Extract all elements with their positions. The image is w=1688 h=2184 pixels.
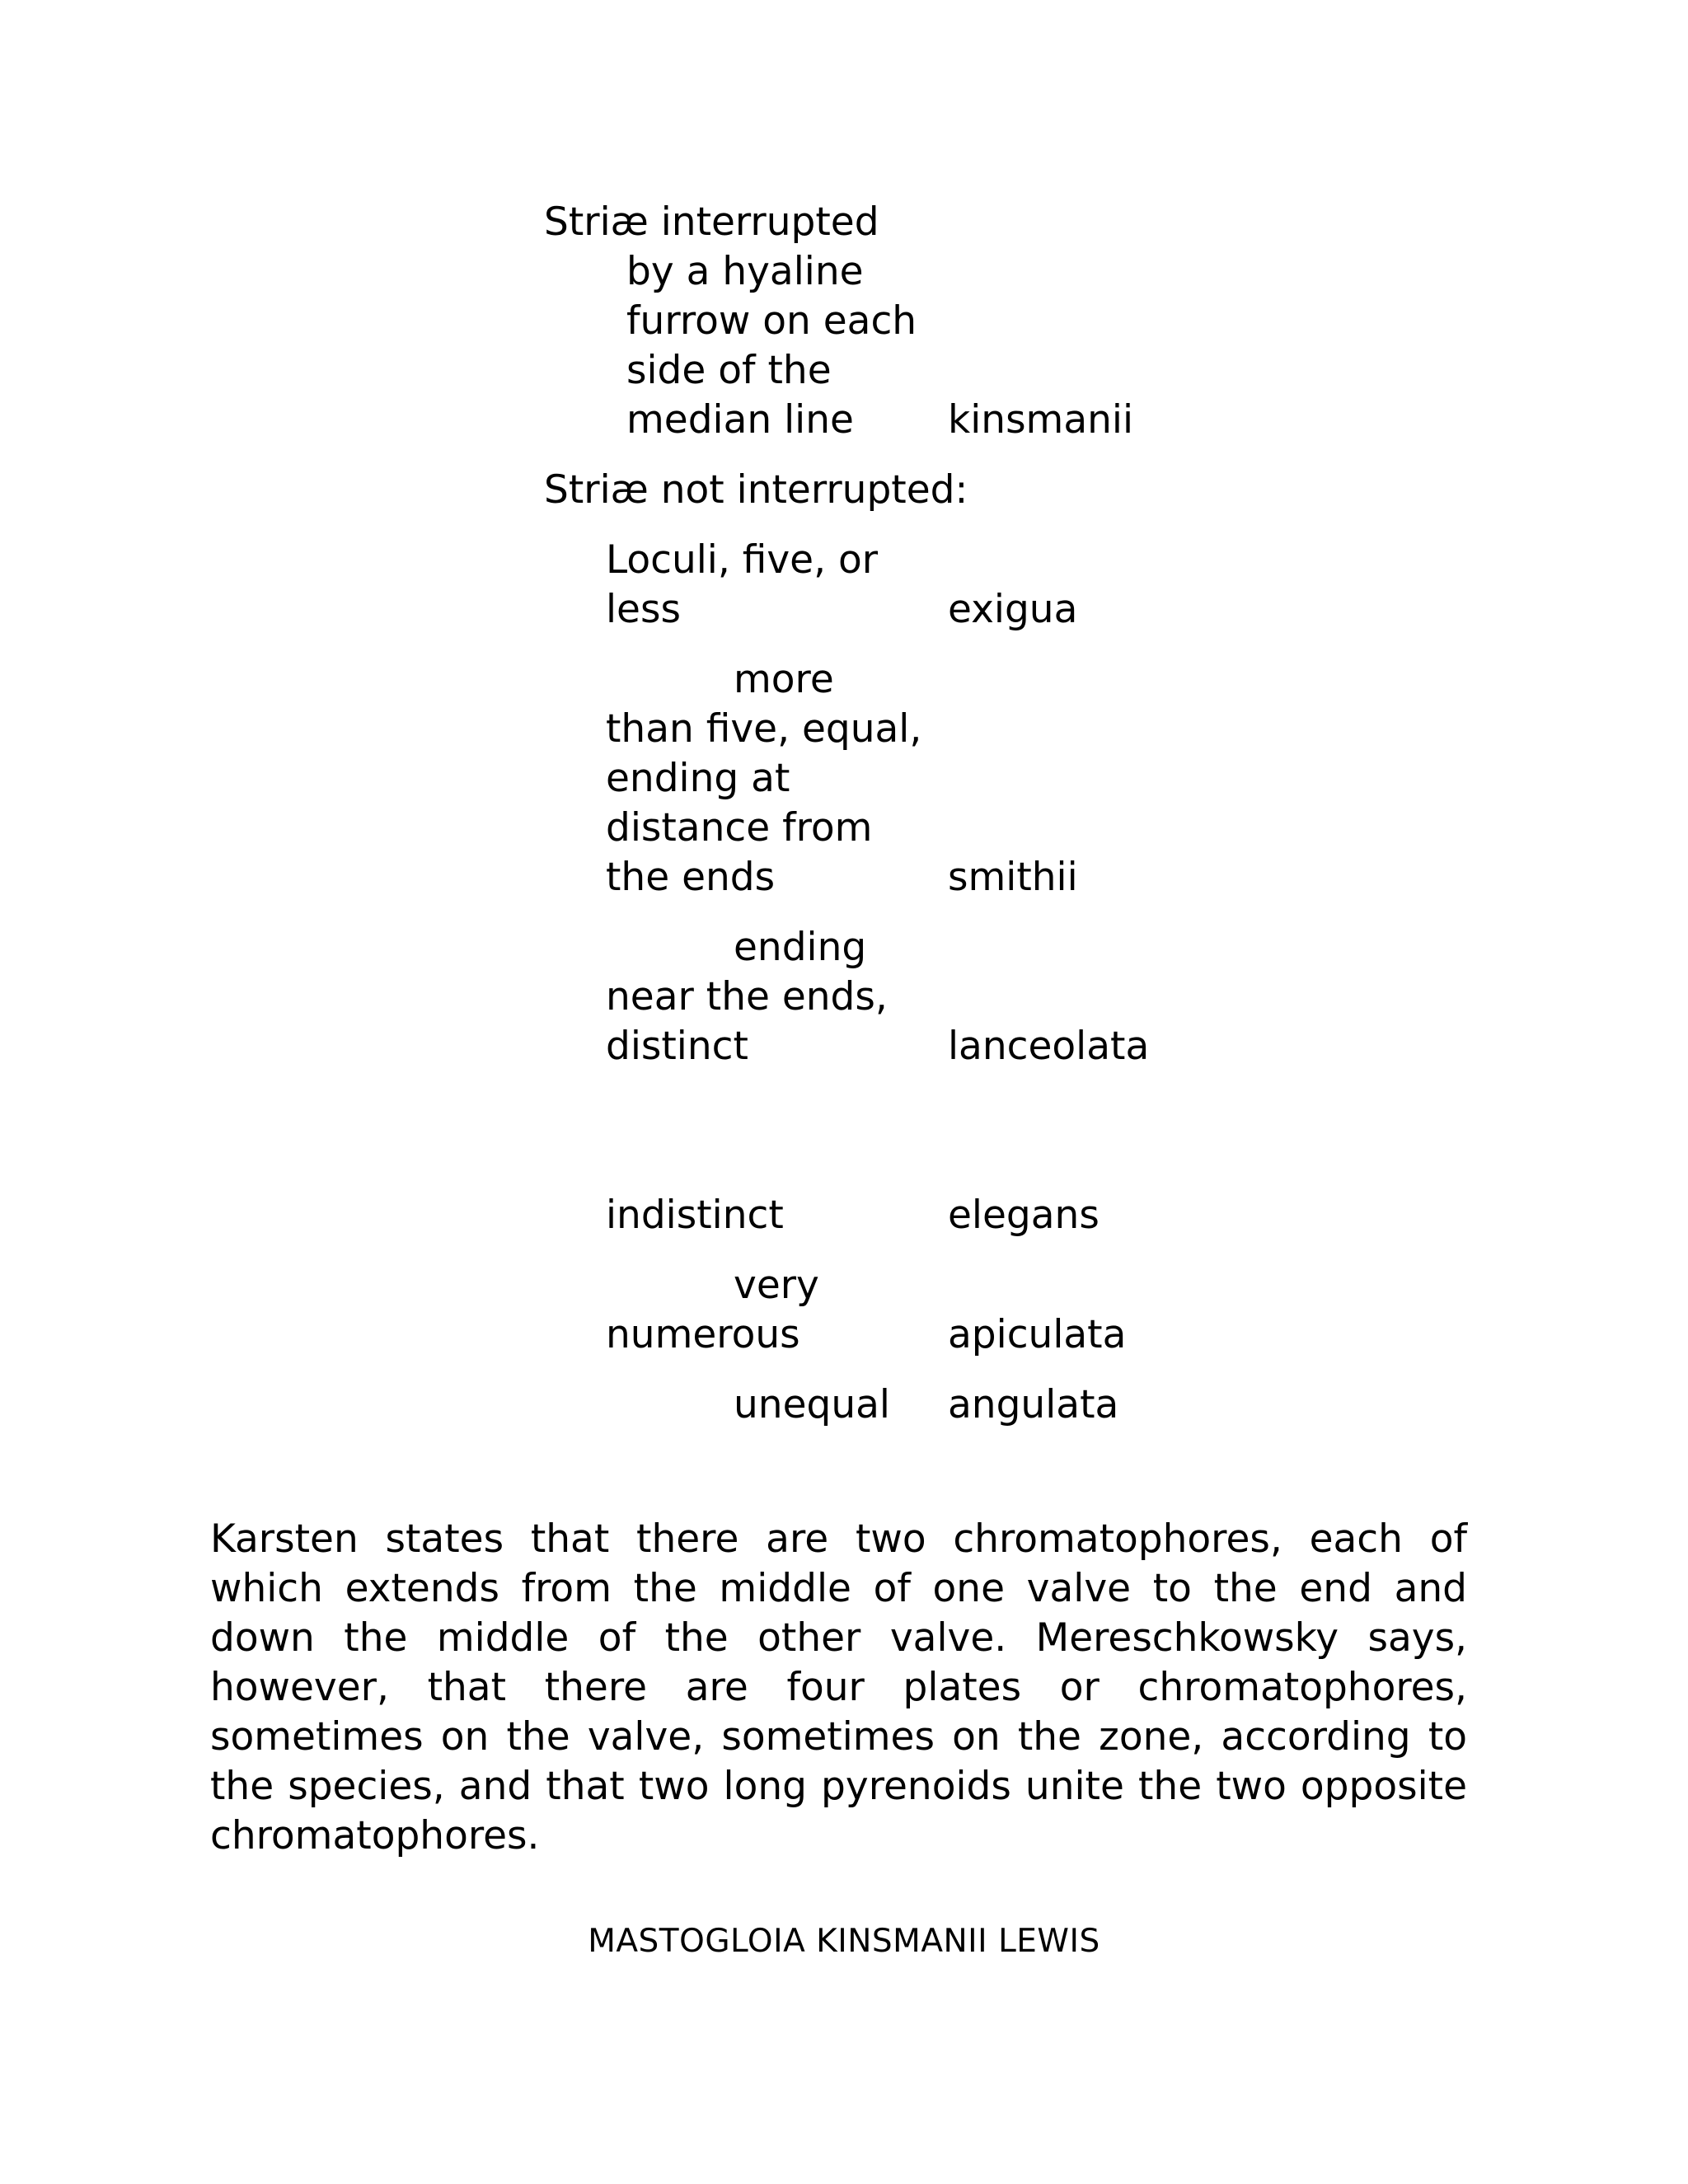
key-text-line: less: [606, 587, 681, 632]
key-text-line: than five, equal,: [606, 706, 922, 752]
key-text-line: distinct: [606, 1024, 748, 1069]
key-text-line: furrow on each: [626, 298, 917, 344]
key-text-line: numerous: [606, 1312, 800, 1357]
key-text-line: indistinct: [606, 1193, 784, 1238]
key-text-line: distance from: [606, 805, 873, 851]
key-heading: Striæ not interrupted:: [544, 467, 968, 513]
species-name: smithii: [948, 855, 1078, 900]
species-name: elegans: [948, 1193, 1100, 1238]
key-text-line: the ends: [606, 855, 776, 900]
species-name: exigua: [948, 587, 1078, 632]
key-text-line: unequal: [734, 1382, 890, 1427]
key-text-line: ending: [734, 925, 867, 970]
key-text-line: Striæ interrupted: [544, 199, 879, 245]
species-name: angulata: [948, 1382, 1119, 1427]
key-text-line: side of the: [626, 348, 832, 393]
key-text-line: more: [734, 657, 834, 702]
key-text-line: near the ends,: [606, 974, 888, 1019]
key-text-line: ending at: [606, 756, 790, 801]
species-name: lanceolata: [948, 1024, 1150, 1069]
key-text-line: by a hyaline: [626, 249, 864, 294]
species-name: kinsmanii: [948, 397, 1134, 443]
key-text-line: median line: [626, 397, 854, 443]
figure-caption: MASTOGLOIA KINSMANII LEWIS: [588, 1923, 1100, 1960]
body-paragraph: Karsten states that there are two chromatophores, each of which extends from the middle of one valve to the end and down the middle of the other valve. Mereschkowsky says, however, that there are four plates or chromatophores, sometimes on the valve, sometimes on the zone, according to the species, and that two long pyrenoids unite the two opposite chromatophores.: [210, 1516, 1467, 1858]
key-text-line: very: [734, 1263, 819, 1308]
species-name: apiculata: [948, 1312, 1127, 1357]
key-text-line: Loculi, five, or: [606, 537, 879, 583]
